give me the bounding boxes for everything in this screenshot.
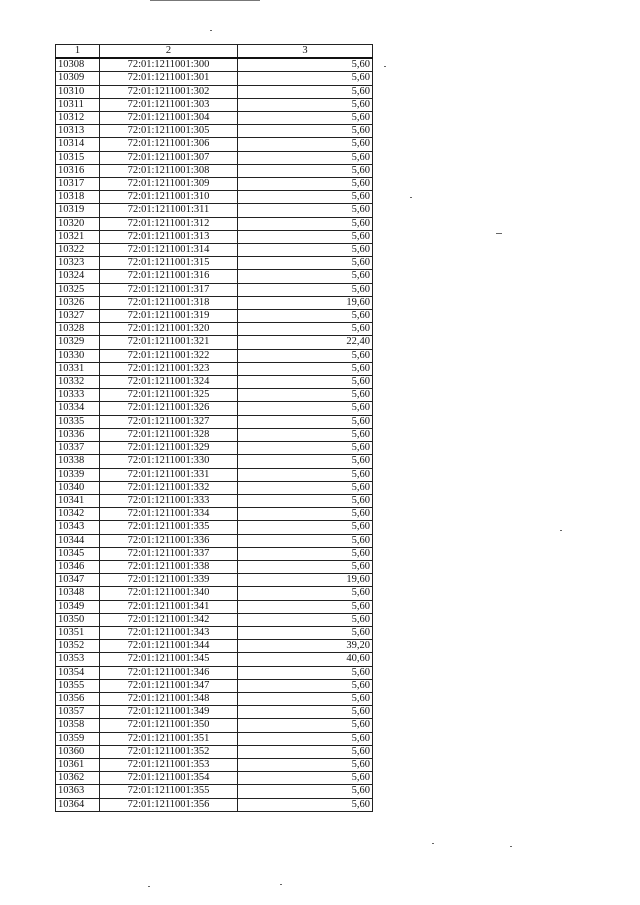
- area-value-cell: 5,60: [238, 389, 373, 402]
- table-row: [56, 772, 373, 785]
- area-value-cell: 5,60: [238, 772, 373, 785]
- area-value-cell: 5,60: [238, 732, 373, 745]
- row-number-cell: 10330: [56, 349, 100, 362]
- cadastral-table: [55, 44, 373, 812]
- cadastral-number-cell: 72:01:1211001:347: [100, 679, 238, 692]
- cadastral-number-cell: 72:01:1211001:322: [100, 349, 238, 362]
- table-row: [56, 640, 373, 653]
- scan-speck: [384, 66, 386, 67]
- cadastral-number-cell: 72:01:1211001:344: [100, 640, 238, 653]
- area-value-cell: 5,60: [238, 679, 373, 692]
- row-number-cell: 10350: [56, 613, 100, 626]
- scan-speck: [510, 846, 512, 847]
- column-header-2: 2: [100, 45, 238, 59]
- row-number-cell: 10332: [56, 376, 100, 389]
- row-number-cell: 10320: [56, 217, 100, 230]
- row-number-cell: 10343: [56, 521, 100, 534]
- area-value-cell: 5,60: [238, 745, 373, 758]
- cadastral-number-cell: 72:01:1211001:336: [100, 534, 238, 547]
- row-number-cell: 10344: [56, 534, 100, 547]
- row-number-cell: 10328: [56, 323, 100, 336]
- row-number-cell: 10316: [56, 164, 100, 177]
- cadastral-number-cell: 72:01:1211001:348: [100, 692, 238, 705]
- area-value-cell: 5,60: [238, 349, 373, 362]
- table-row: [56, 402, 373, 415]
- cadastral-number-cell: 72:01:1211001:303: [100, 98, 238, 111]
- area-value-cell: 5,60: [238, 283, 373, 296]
- row-number-cell: 10314: [56, 138, 100, 151]
- cadastral-number-cell: 72:01:1211001:315: [100, 257, 238, 270]
- cadastral-number-cell: 72:01:1211001:308: [100, 164, 238, 177]
- row-number-cell: 10339: [56, 468, 100, 481]
- table-row: [56, 204, 373, 217]
- area-value-cell: 5,60: [238, 785, 373, 798]
- cadastral-number-cell: 72:01:1211001:321: [100, 336, 238, 349]
- row-number-cell: 10338: [56, 455, 100, 468]
- table-row: [56, 151, 373, 164]
- row-number-cell: 10311: [56, 98, 100, 111]
- area-value-cell: 5,60: [238, 666, 373, 679]
- area-value-cell: 5,60: [238, 217, 373, 230]
- table-row: [56, 310, 373, 323]
- area-value-cell: 5,60: [238, 323, 373, 336]
- table-row: [56, 626, 373, 639]
- area-value-cell: 5,60: [238, 692, 373, 705]
- table-row: [56, 296, 373, 309]
- column-header-3: 3: [238, 45, 373, 59]
- scan-speck: [210, 30, 212, 31]
- area-value-cell: 5,60: [238, 521, 373, 534]
- table-row: [56, 323, 373, 336]
- area-value-cell: 5,60: [238, 626, 373, 639]
- area-value-cell: 5,60: [238, 402, 373, 415]
- table-row: [56, 613, 373, 626]
- cadastral-number-cell: 72:01:1211001:354: [100, 772, 238, 785]
- cadastral-number-cell: 72:01:1211001:300: [100, 58, 238, 72]
- row-number-cell: 10361: [56, 758, 100, 771]
- area-value-cell: 5,60: [238, 310, 373, 323]
- area-value-cell: 5,60: [238, 362, 373, 375]
- cadastral-number-cell: 72:01:1211001:332: [100, 481, 238, 494]
- cadastral-number-cell: 72:01:1211001:304: [100, 112, 238, 125]
- table-row: [56, 138, 373, 151]
- area-value-cell: 5,60: [238, 257, 373, 270]
- table-row: [56, 217, 373, 230]
- cadastral-number-cell: 72:01:1211001:305: [100, 125, 238, 138]
- cadastral-number-cell: 72:01:1211001:306: [100, 138, 238, 151]
- cadastral-number-cell: 72:01:1211001:327: [100, 415, 238, 428]
- table-row: [56, 455, 373, 468]
- row-number-cell: 10363: [56, 785, 100, 798]
- area-value-cell: 5,60: [238, 613, 373, 626]
- cadastral-number-cell: 72:01:1211001:349: [100, 706, 238, 719]
- row-number-cell: 10345: [56, 547, 100, 560]
- cadastral-number-cell: 72:01:1211001:331: [100, 468, 238, 481]
- cadastral-number-cell: 72:01:1211001:330: [100, 455, 238, 468]
- area-value-cell: 22,40: [238, 336, 373, 349]
- row-number-cell: 10351: [56, 626, 100, 639]
- cadastral-number-cell: 72:01:1211001:355: [100, 785, 238, 798]
- area-value-cell: 5,60: [238, 191, 373, 204]
- area-value-cell: 5,60: [238, 125, 373, 138]
- row-number-cell: 10362: [56, 772, 100, 785]
- cadastral-number-cell: 72:01:1211001:345: [100, 653, 238, 666]
- scan-top-rule: [150, 0, 260, 1]
- row-number-cell: 10329: [56, 336, 100, 349]
- cadastral-number-cell: 72:01:1211001:337: [100, 547, 238, 560]
- row-number-cell: 10354: [56, 666, 100, 679]
- table-row: [56, 679, 373, 692]
- column-header-1: 1: [56, 45, 100, 59]
- cadastral-number-cell: 72:01:1211001:316: [100, 270, 238, 283]
- table-row: [56, 389, 373, 402]
- area-value-cell: 5,60: [238, 560, 373, 573]
- row-number-cell: 10359: [56, 732, 100, 745]
- cadastral-number-cell: 72:01:1211001:341: [100, 600, 238, 613]
- cadastral-number-cell: 72:01:1211001:340: [100, 587, 238, 600]
- cadastral-number-cell: 72:01:1211001:309: [100, 178, 238, 191]
- row-number-cell: 10358: [56, 719, 100, 732]
- row-number-cell: 10346: [56, 560, 100, 573]
- table-row: [56, 798, 373, 811]
- cadastral-number-cell: 72:01:1211001:343: [100, 626, 238, 639]
- cadastral-number-cell: 72:01:1211001:314: [100, 244, 238, 257]
- area-value-cell: 5,60: [238, 178, 373, 191]
- table-row: [56, 125, 373, 138]
- area-value-cell: 5,60: [238, 587, 373, 600]
- area-value-cell: 19,60: [238, 296, 373, 309]
- table-row: [56, 244, 373, 257]
- table-row: [56, 376, 373, 389]
- scan-speck: [432, 843, 434, 844]
- area-value-cell: 5,60: [238, 534, 373, 547]
- row-number-cell: 10315: [56, 151, 100, 164]
- table-row: [56, 494, 373, 507]
- table-body: [56, 58, 373, 811]
- row-number-cell: 10364: [56, 798, 100, 811]
- area-value-cell: 5,60: [238, 270, 373, 283]
- row-number-cell: 10360: [56, 745, 100, 758]
- table-row: [56, 178, 373, 191]
- table-row: [56, 560, 373, 573]
- cadastral-number-cell: 72:01:1211001:351: [100, 732, 238, 745]
- area-value-cell: 5,60: [238, 112, 373, 125]
- cadastral-number-cell: 72:01:1211001:324: [100, 376, 238, 389]
- row-number-cell: 10336: [56, 428, 100, 441]
- cadastral-number-cell: 72:01:1211001:302: [100, 85, 238, 98]
- row-number-cell: 10313: [56, 125, 100, 138]
- table-row: [56, 719, 373, 732]
- cadastral-number-cell: 72:01:1211001:342: [100, 613, 238, 626]
- area-value-cell: 5,60: [238, 798, 373, 811]
- area-value-cell: 5,60: [238, 204, 373, 217]
- scan-speck: [496, 233, 502, 234]
- table-row: [56, 706, 373, 719]
- row-number-cell: 10318: [56, 191, 100, 204]
- table-row: [56, 428, 373, 441]
- table-row: [56, 758, 373, 771]
- cadastral-number-cell: 72:01:1211001:325: [100, 389, 238, 402]
- row-number-cell: 10334: [56, 402, 100, 415]
- table-row: [56, 98, 373, 111]
- area-value-cell: 5,60: [238, 494, 373, 507]
- row-number-cell: 10309: [56, 72, 100, 85]
- table-row: [56, 85, 373, 98]
- table-row: [56, 521, 373, 534]
- table-row: [56, 112, 373, 125]
- cadastral-number-cell: 72:01:1211001:318: [100, 296, 238, 309]
- area-value-cell: 5,60: [238, 547, 373, 560]
- area-value-cell: 5,60: [238, 468, 373, 481]
- table-row: [56, 191, 373, 204]
- cadastral-number-cell: 72:01:1211001:311: [100, 204, 238, 217]
- area-value-cell: 5,60: [238, 428, 373, 441]
- table-row: [56, 257, 373, 270]
- cadastral-number-cell: 72:01:1211001:338: [100, 560, 238, 573]
- table-row: [56, 785, 373, 798]
- table-row: [56, 600, 373, 613]
- row-number-cell: 10337: [56, 442, 100, 455]
- area-value-cell: 5,60: [238, 72, 373, 85]
- cadastral-number-cell: 72:01:1211001:352: [100, 745, 238, 758]
- table-row: [56, 481, 373, 494]
- row-number-cell: 10319: [56, 204, 100, 217]
- scan-speck: [280, 884, 282, 885]
- cadastral-number-cell: 72:01:1211001:312: [100, 217, 238, 230]
- table-row: [56, 468, 373, 481]
- cadastral-number-cell: 72:01:1211001:320: [100, 323, 238, 336]
- area-value-cell: 5,60: [238, 85, 373, 98]
- table-row: [56, 72, 373, 85]
- cadastral-number-cell: 72:01:1211001:333: [100, 494, 238, 507]
- area-value-cell: 5,60: [238, 244, 373, 257]
- row-number-cell: 10341: [56, 494, 100, 507]
- table-row: [56, 574, 373, 587]
- row-number-cell: 10352: [56, 640, 100, 653]
- row-number-cell: 10331: [56, 362, 100, 375]
- cadastral-number-cell: 72:01:1211001:310: [100, 191, 238, 204]
- table-row: [56, 230, 373, 243]
- row-number-cell: 10356: [56, 692, 100, 705]
- row-number-cell: 10348: [56, 587, 100, 600]
- table-row: [56, 534, 373, 547]
- table-row: [56, 666, 373, 679]
- cadastral-number-cell: 72:01:1211001:339: [100, 574, 238, 587]
- table-row: [56, 164, 373, 177]
- table-row: [56, 442, 373, 455]
- row-number-cell: 10308: [56, 58, 100, 72]
- area-value-cell: 5,60: [238, 706, 373, 719]
- header-row: [56, 45, 373, 59]
- row-number-cell: 10353: [56, 653, 100, 666]
- row-number-cell: 10323: [56, 257, 100, 270]
- table-row: [56, 547, 373, 560]
- cadastral-number-cell: 72:01:1211001:301: [100, 72, 238, 85]
- area-value-cell: 5,60: [238, 230, 373, 243]
- area-value-cell: 19,60: [238, 574, 373, 587]
- row-number-cell: 10310: [56, 85, 100, 98]
- area-value-cell: 5,60: [238, 758, 373, 771]
- row-number-cell: 10347: [56, 574, 100, 587]
- row-number-cell: 10326: [56, 296, 100, 309]
- table-row: [56, 732, 373, 745]
- area-value-cell: 5,60: [238, 442, 373, 455]
- area-value-cell: 39,20: [238, 640, 373, 653]
- table-row: [56, 508, 373, 521]
- row-number-cell: 10324: [56, 270, 100, 283]
- row-number-cell: 10325: [56, 283, 100, 296]
- row-number-cell: 10340: [56, 481, 100, 494]
- row-number-cell: 10349: [56, 600, 100, 613]
- scan-speck: [560, 530, 562, 531]
- area-value-cell: 5,60: [238, 376, 373, 389]
- scan-speck: [148, 886, 150, 887]
- table-row: [56, 283, 373, 296]
- area-value-cell: 5,60: [238, 508, 373, 521]
- row-number-cell: 10355: [56, 679, 100, 692]
- cadastral-number-cell: 72:01:1211001:356: [100, 798, 238, 811]
- cadastral-number-cell: 72:01:1211001:346: [100, 666, 238, 679]
- area-value-cell: 5,60: [238, 164, 373, 177]
- row-number-cell: 10322: [56, 244, 100, 257]
- area-value-cell: 5,60: [238, 455, 373, 468]
- cadastral-number-cell: 72:01:1211001:319: [100, 310, 238, 323]
- cadastral-number-cell: 72:01:1211001:334: [100, 508, 238, 521]
- table-row: [56, 58, 373, 72]
- row-number-cell: 10312: [56, 112, 100, 125]
- row-number-cell: 10335: [56, 415, 100, 428]
- row-number-cell: 10321: [56, 230, 100, 243]
- cadastral-number-cell: 72:01:1211001:335: [100, 521, 238, 534]
- table-row: [56, 415, 373, 428]
- area-value-cell: 5,60: [238, 719, 373, 732]
- row-number-cell: 10342: [56, 508, 100, 521]
- cadastral-number-cell: 72:01:1211001:317: [100, 283, 238, 296]
- row-number-cell: 10333: [56, 389, 100, 402]
- area-value-cell: 5,60: [238, 481, 373, 494]
- row-number-cell: 10317: [56, 178, 100, 191]
- area-value-cell: 5,60: [238, 58, 373, 72]
- area-value-cell: 5,60: [238, 600, 373, 613]
- table-row: [56, 349, 373, 362]
- table-row: [56, 745, 373, 758]
- table-row: [56, 692, 373, 705]
- cadastral-number-cell: 72:01:1211001:329: [100, 442, 238, 455]
- table-row: [56, 587, 373, 600]
- cadastral-number-cell: 72:01:1211001:328: [100, 428, 238, 441]
- row-number-cell: 10357: [56, 706, 100, 719]
- cadastral-number-cell: 72:01:1211001:353: [100, 758, 238, 771]
- area-value-cell: 5,60: [238, 98, 373, 111]
- cadastral-number-cell: 72:01:1211001:326: [100, 402, 238, 415]
- table-row: [56, 270, 373, 283]
- cadastral-number-cell: 72:01:1211001:323: [100, 362, 238, 375]
- cadastral-number-cell: 72:01:1211001:350: [100, 719, 238, 732]
- table-row: [56, 653, 373, 666]
- table-row: [56, 336, 373, 349]
- area-value-cell: 5,60: [238, 138, 373, 151]
- table-row: [56, 362, 373, 375]
- area-value-cell: 40,60: [238, 653, 373, 666]
- scan-speck: [410, 197, 412, 198]
- area-value-cell: 5,60: [238, 151, 373, 164]
- cadastral-number-cell: 72:01:1211001:307: [100, 151, 238, 164]
- area-value-cell: 5,60: [238, 415, 373, 428]
- row-number-cell: 10327: [56, 310, 100, 323]
- cadastral-number-cell: 72:01:1211001:313: [100, 230, 238, 243]
